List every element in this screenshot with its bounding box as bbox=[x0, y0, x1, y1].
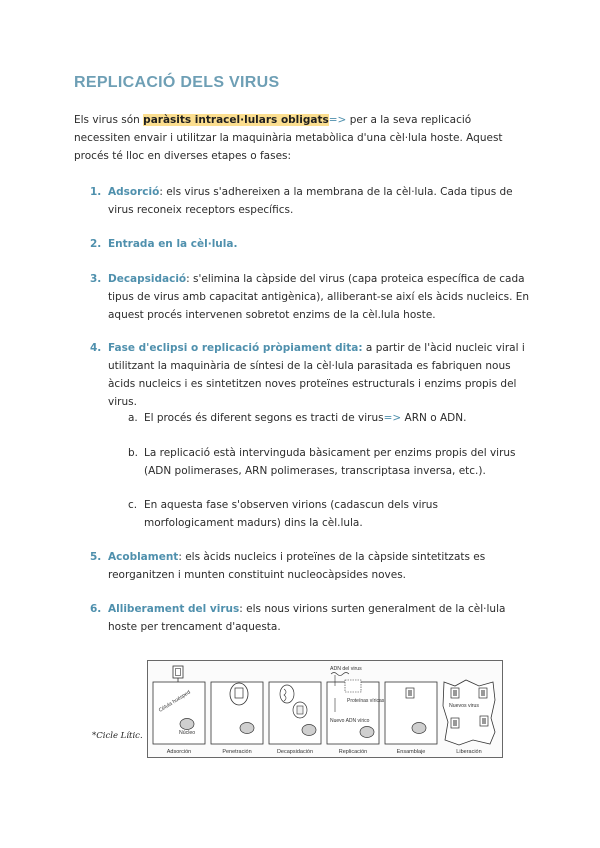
virus-core-icon bbox=[408, 690, 412, 696]
cell-label: Célula huésped bbox=[157, 689, 192, 714]
page-title: REPLICACIÓ DELS VIRUS bbox=[74, 74, 280, 91]
step-entrada bbox=[90, 235, 530, 253]
dna-label: ADN del virus bbox=[330, 666, 362, 672]
substep-text: En aquesta fase s'observen virions (cadascun dels virus morfologicament madurs) dins la cèl.lula. bbox=[144, 499, 438, 529]
substep-letter: c. bbox=[128, 499, 138, 511]
step-number: 5. bbox=[90, 551, 102, 563]
intro-arrow: => bbox=[328, 114, 347, 126]
step-number: 4. bbox=[90, 342, 102, 354]
substep-text: La replicació està intervinguda bàsicament per enzims propis del virus (ADN polimerases, ARN polimerases, transcriptasa inversa, etc.). bbox=[144, 447, 516, 477]
virus-core-icon bbox=[481, 690, 485, 696]
substep-letter: a. bbox=[128, 412, 138, 424]
stage-label-decapsidacion: Decapsidación bbox=[276, 749, 314, 755]
substep-letter: b. bbox=[128, 447, 139, 459]
stage-label-replicacion: Replicación bbox=[338, 749, 368, 755]
stage-label-adsorcion: Adsorción bbox=[166, 749, 192, 755]
new-dna-label: Nuevo ADN vírico bbox=[330, 718, 370, 724]
substep-text: El procés és diferent segons es tracti de virus bbox=[144, 412, 384, 424]
virus-core-icon bbox=[482, 718, 486, 724]
step-number: 6. bbox=[90, 603, 102, 615]
lytic-cycle-diagram bbox=[147, 660, 503, 758]
nucleus-icon bbox=[360, 727, 374, 738]
nucleus-icon bbox=[302, 725, 316, 736]
virus-core-icon bbox=[453, 690, 457, 696]
intro-paragraph bbox=[74, 111, 530, 165]
step-text: : s'elimina la càpside del virus (capa proteica específica de cada tipus de virus amb capacitat antigènica), alliberant-se així els àcids nucleics. En aquest procés intervenen sobretot enzims de la cèl.lula hoste. bbox=[108, 273, 530, 321]
substep-a bbox=[128, 409, 530, 427]
virus-icon bbox=[235, 688, 243, 698]
substep-text-end: ARN o ADN. bbox=[401, 412, 467, 424]
stage-label-penetracion: Penetración bbox=[222, 749, 252, 755]
step-label: Alliberament del virus bbox=[108, 603, 240, 615]
intro-text-end: per a la seva replicació necessiten envair i utilitzar la maquinària metabòlica d'una cèl·lula hoste. Aquest procés té lloc en diverses etapes o fases: bbox=[74, 114, 503, 162]
step-text: : els àcids nucleics i proteïnes de la càpside sintetitzats es reorganitzen i munten constituint nucleocàpsides noves. bbox=[108, 551, 486, 581]
step-decapsidacio bbox=[90, 270, 530, 324]
substep-b bbox=[128, 444, 530, 480]
proteins-label: Proteínas víricas bbox=[347, 698, 385, 704]
step-label: Adsorció bbox=[108, 186, 160, 198]
intro-text-start: Els virus són bbox=[74, 114, 144, 126]
nucleus-icon bbox=[412, 723, 426, 734]
nucleus-label: Núcleo bbox=[179, 730, 196, 736]
step-label: Decapsidació bbox=[108, 273, 187, 285]
step-label: Fase d'eclipsi o replicació pròpiament dita: bbox=[108, 342, 363, 354]
step-text: : els nous virions surten generalment de la cèl·lula hoste per trencament d'aquesta. bbox=[108, 603, 506, 633]
step-label: Acoblament bbox=[108, 551, 179, 563]
substep-c bbox=[128, 496, 530, 532]
step-eclipsi bbox=[90, 339, 530, 411]
nucleus-icon bbox=[180, 719, 194, 730]
highlight-term: paràsits intracel·lulars obligats bbox=[143, 114, 329, 126]
virus-core-icon bbox=[453, 720, 457, 726]
step-acoblament bbox=[90, 548, 530, 584]
step-number: 2. bbox=[90, 238, 102, 250]
step-number: 1. bbox=[90, 186, 102, 198]
panel-ensamblaje bbox=[385, 682, 437, 744]
panel-penetracion bbox=[211, 682, 263, 744]
vesicle-icon bbox=[280, 685, 294, 703]
step-alliberament bbox=[90, 600, 530, 636]
step-text: a partir de l'àcid nucleic viral i utilitzant la maquinària de síntesi de la cèl·lula parasitada es fabriquen nous àcids nucleics i es sintetitzen noves proteïnes estructurals i enzims propis del virus. bbox=[108, 342, 525, 408]
stage-label-ensamblaje: Ensamblaje bbox=[396, 749, 426, 755]
nucleus-icon bbox=[240, 723, 254, 734]
panel-liberacion bbox=[443, 680, 495, 745]
stage-label-liberacion: Liberación bbox=[456, 749, 482, 755]
figure-caption: *Cicle Lític. bbox=[92, 731, 143, 741]
step-number: 3. bbox=[90, 273, 102, 285]
virus-icon bbox=[173, 666, 183, 678]
step-text: : els virus s'adhereixen a la membrana de la cèl·lula. Cada tipus de virus reconeix receptors específics. bbox=[108, 186, 513, 216]
step-label: Entrada en la cèl·lula. bbox=[108, 238, 238, 250]
substep-arrow: => bbox=[383, 412, 402, 424]
new-virus-label: Nuevos virus bbox=[449, 703, 479, 709]
empty-capsid-icon bbox=[297, 706, 303, 714]
panel-decapsidacion bbox=[269, 682, 321, 744]
protein-box-icon bbox=[345, 680, 361, 692]
step-adsorcio bbox=[90, 183, 530, 219]
